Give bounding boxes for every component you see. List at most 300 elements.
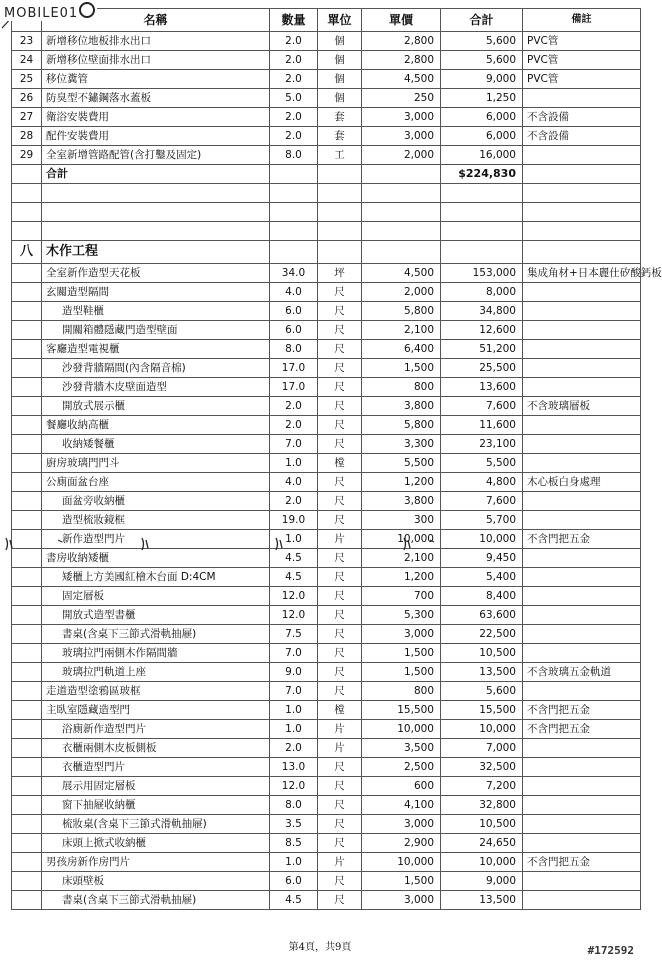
item-no [12,720,42,739]
header-price: 單價 [362,9,441,32]
item-total: 7,200 [441,777,523,796]
blank-cell [362,203,441,222]
item-note [523,758,641,777]
item-qty: 1.0 [270,701,318,720]
item-total: 8,400 [441,587,523,606]
item-qty: 2.0 [270,397,318,416]
item-name: 全室新增管路配管(含打鑿及固定) [42,146,270,165]
item-note: 不含門把五金 [523,720,641,739]
item-price: 4,500 [362,70,441,89]
item-qty: 2.0 [270,70,318,89]
table-row [12,606,641,625]
item-name: 窗下抽屜收納櫃 [42,796,270,815]
item-total: 5,500 [441,454,523,473]
item-note [523,568,641,587]
item-price: 2,900 [362,834,441,853]
item-name: 全室新作造型天花板 [42,264,270,283]
item-price: 2,100 [362,321,441,340]
item-note [523,549,641,568]
item-name: 餐廳收納高櫃 [42,416,270,435]
table-row [12,587,641,606]
item-unit: 尺 [318,549,362,568]
table-row [12,815,641,834]
item-price: 4,100 [362,796,441,815]
table-row [12,511,641,530]
item-note: 不含玻璃層板 [523,397,641,416]
item-note [523,815,641,834]
item-unit: 尺 [318,758,362,777]
item-total: 10,000 [441,853,523,872]
item-unit: 套 [318,108,362,127]
item-unit: 尺 [318,796,362,815]
item-total: 16,000 [441,146,523,165]
item-price: 800 [362,378,441,397]
item-no [12,416,42,435]
item-no [12,264,42,283]
item-price: 2,500 [362,758,441,777]
item-name: 衣櫃兩側木皮板側板 [42,739,270,758]
blank-cell [318,222,362,241]
item-qty: 1.0 [270,454,318,473]
blank-cell [441,222,523,241]
item-no: 24 [12,51,42,70]
item-note [523,283,641,302]
subtotal-price [362,165,441,184]
item-no [12,625,42,644]
table-row [12,492,641,511]
item-price: 1,500 [362,644,441,663]
item-qty: 2.0 [270,127,318,146]
item-name: 展示用固定層板 [42,777,270,796]
item-no: 29 [12,146,42,165]
item-note [523,834,641,853]
item-price: 3,300 [362,435,441,454]
item-total: 4,800 [441,473,523,492]
item-no [12,796,42,815]
item-price: 800 [362,682,441,701]
blank-cell [12,184,42,203]
table-row [12,127,641,146]
item-name: 玄關造型隔間 [42,283,270,302]
table-row [12,891,641,910]
item-no [12,682,42,701]
item-unit: 尺 [318,777,362,796]
item-price: 10,000 [362,530,441,549]
header-qty: 數量 [270,9,318,32]
item-total: 32,800 [441,796,523,815]
item-note: PVC管 [523,32,641,51]
mobile01-logo [2,1,97,21]
item-total: 5,600 [441,51,523,70]
item-qty: 7.0 [270,682,318,701]
quotation-body [12,9,662,910]
section-empty [441,241,523,264]
item-no: 26 [12,89,42,108]
item-unit: 片 [318,739,362,758]
item-price: 6,400 [362,340,441,359]
subtotal-row [12,165,641,184]
blank-cell [42,184,270,203]
blank-cell [523,184,641,203]
item-price: 3,000 [362,891,441,910]
item-note [523,625,641,644]
item-name: 床頭上掀式收納櫃 [42,834,270,853]
item-name: 衛浴安裝費用 [42,108,270,127]
item-qty: 2.0 [270,492,318,511]
item-name: 新作造型門片 [42,530,270,549]
quotation-table [11,8,662,910]
item-name: 走道造型塗鴉區玻框 [42,682,270,701]
item-name: 浴廁新作造型門片 [42,720,270,739]
logo-text: MOBILE01 [4,6,79,21]
blank-cell [523,203,641,222]
item-total: 34,800 [441,302,523,321]
item-no [12,872,42,891]
subtotal-no [12,165,42,184]
item-note [523,777,641,796]
item-total: 10,000 [441,720,523,739]
item-no [12,853,42,872]
table-row [12,416,641,435]
item-no [12,644,42,663]
page-footer: 第4頁，共9頁 [288,942,352,953]
subtotal-qty [270,165,318,184]
section-empty [523,241,641,264]
item-no [12,815,42,834]
item-price: 3,800 [362,397,441,416]
item-unit: 工 [318,146,362,165]
item-qty: 8.0 [270,340,318,359]
item-note [523,739,641,758]
item-price: 5,800 [362,416,441,435]
item-qty: 12.0 [270,606,318,625]
item-name: 玻璃拉門兩側木作隔間牆 [42,644,270,663]
item-unit: 尺 [318,435,362,454]
item-qty: 8.5 [270,834,318,853]
item-note: PVC管 [523,70,641,89]
item-name: 廚房玻璃門門斗 [42,454,270,473]
item-unit: 尺 [318,872,362,891]
item-name: 開放式造型書櫃 [42,606,270,625]
item-no: 23 [12,32,42,51]
item-price: 1,500 [362,872,441,891]
item-no [12,739,42,758]
item-name: 沙發背牆木皮壁面造型 [42,378,270,397]
item-note [523,796,641,815]
item-total: 63,600 [441,606,523,625]
table-row [12,720,641,739]
item-qty: 4.5 [270,891,318,910]
item-name: 玻璃拉門軌道上座 [42,663,270,682]
item-unit: 樘 [318,454,362,473]
table-row [12,796,641,815]
item-no [12,530,42,549]
item-price: 3,500 [362,739,441,758]
item-price: 5,300 [362,606,441,625]
item-unit: 尺 [318,511,362,530]
item-total: 9,000 [441,70,523,89]
item-qty: 19.0 [270,511,318,530]
item-qty: 7.0 [270,435,318,454]
item-unit: 尺 [318,663,362,682]
item-total: 10,000 [441,530,523,549]
item-total: 12,600 [441,321,523,340]
table-row [12,530,641,549]
item-unit: 尺 [318,340,362,359]
item-qty: 8.0 [270,146,318,165]
section-no: 八 [12,241,42,264]
item-unit: 套 [318,127,362,146]
header-unit: 單位 [318,9,362,32]
item-unit: 尺 [318,682,362,701]
item-price: 3,000 [362,625,441,644]
blank-cell [441,203,523,222]
item-unit: 尺 [318,568,362,587]
item-no [12,511,42,530]
item-price: 300 [362,511,441,530]
item-no [12,663,42,682]
item-no [12,568,42,587]
item-note [523,378,641,397]
item-no: 27 [12,108,42,127]
item-price: 4,500 [362,264,441,283]
item-total: 5,600 [441,32,523,51]
blank-cell [270,203,318,222]
item-price: 15,500 [362,701,441,720]
item-total: 32,500 [441,758,523,777]
item-qty: 4.0 [270,473,318,492]
item-total: 5,600 [441,682,523,701]
item-qty: 17.0 [270,378,318,397]
item-price: 3,800 [362,492,441,511]
item-qty: 7.0 [270,644,318,663]
table-row [12,70,641,89]
item-unit: 個 [318,32,362,51]
item-note: PVC管 [523,51,641,70]
blank-cell [270,184,318,203]
watermark-id: #172592 [587,944,634,957]
item-total: 6,000 [441,108,523,127]
blank-cell [318,203,362,222]
item-qty: 34.0 [270,264,318,283]
item-price: 1,200 [362,568,441,587]
item-note [523,454,641,473]
blank-cell [12,222,42,241]
item-note [523,682,641,701]
item-qty: 17.0 [270,359,318,378]
item-note [523,146,641,165]
subtotal-note [523,165,641,184]
item-name: 固定層板 [42,587,270,606]
table-row [12,32,641,51]
item-price: 3,000 [362,815,441,834]
table-row [12,89,641,108]
item-qty: 2.0 [270,108,318,127]
item-unit: 坪 [318,264,362,283]
blank-cell [42,203,270,222]
item-price: 1,500 [362,663,441,682]
item-qty: 7.5 [270,625,318,644]
subtotal-unit [318,165,362,184]
item-qty: 1.0 [270,853,318,872]
item-name: 新增移位壁面排水出口 [42,51,270,70]
item-total: 153,000 [441,264,523,283]
blank-row [12,203,641,222]
item-name: 收納矮餐櫃 [42,435,270,454]
item-price: 3,000 [362,108,441,127]
item-unit: 尺 [318,644,362,663]
item-note: 木心板白身處理 [523,473,641,492]
item-qty: 4.5 [270,549,318,568]
item-total: 7,000 [441,739,523,758]
blank-cell [362,184,441,203]
item-note [523,492,641,511]
table-row [12,397,641,416]
item-unit: 尺 [318,416,362,435]
item-qty: 8.0 [270,796,318,815]
item-no [12,454,42,473]
table-row [12,758,641,777]
blank-cell [523,222,641,241]
item-unit: 尺 [318,492,362,511]
item-no [12,359,42,378]
item-total: 1,250 [441,89,523,108]
item-name: 衣櫃造型門片 [42,758,270,777]
item-no [12,834,42,853]
item-total: 11,600 [441,416,523,435]
item-no [12,435,42,454]
item-note [523,891,641,910]
item-price: 5,500 [362,454,441,473]
item-total: 13,500 [441,891,523,910]
item-total: 23,100 [441,435,523,454]
item-no [12,302,42,321]
item-qty: 2.0 [270,51,318,70]
item-total: 9,450 [441,549,523,568]
section-empty [318,241,362,264]
item-qty: 5.0 [270,89,318,108]
blank-cell [12,203,42,222]
item-price: 2,800 [362,51,441,70]
item-no [12,283,42,302]
item-unit: 尺 [318,359,362,378]
item-price: 1,200 [362,473,441,492]
table-row [12,549,641,568]
item-unit: 尺 [318,302,362,321]
item-name: 防臭型不鏽鋼落水蓋板 [42,89,270,108]
table-row [12,321,641,340]
item-name: 主臥室隱藏造型門 [42,701,270,720]
blank-cell [270,222,318,241]
item-no [12,891,42,910]
item-total: 7,600 [441,397,523,416]
table-row [12,340,641,359]
item-price: 10,000 [362,853,441,872]
table-row [12,51,641,70]
table-row [12,682,641,701]
item-unit: 片 [318,853,362,872]
item-unit: 個 [318,89,362,108]
blank-cell [441,184,523,203]
item-name: 床頭壁板 [42,872,270,891]
item-no [12,587,42,606]
item-name: 書桌(含桌下三節式滑軌抽屜) [42,625,270,644]
item-name: 矮櫃上方美國紅檜木台面 D:4CM [42,568,270,587]
logo-face-icon [79,2,95,18]
item-price: 3,000 [362,127,441,146]
item-no [12,758,42,777]
item-name: 移位糞管 [42,70,270,89]
table-row [12,853,641,872]
item-unit: 尺 [318,473,362,492]
item-note [523,89,641,108]
item-note: 不含玻璃五金軌道 [523,663,641,682]
item-price: 2,100 [362,549,441,568]
item-qty: 2.0 [270,739,318,758]
item-note [523,340,641,359]
item-note [523,872,641,891]
table-row [12,701,641,720]
header-note: 備註 [523,9,641,32]
table-row [12,625,641,644]
table-row [12,568,641,587]
item-total: 24,650 [441,834,523,853]
item-qty: 12.0 [270,777,318,796]
item-note [523,321,641,340]
blank-cell [362,222,441,241]
blank-cell [42,222,270,241]
item-no [12,340,42,359]
item-unit: 尺 [318,587,362,606]
item-price: 250 [362,89,441,108]
item-no [12,397,42,416]
table-row [12,644,641,663]
item-qty: 6.0 [270,321,318,340]
table-row [12,283,641,302]
item-note [523,416,641,435]
item-total: 10,500 [441,815,523,834]
item-note [523,435,641,454]
item-price: 2,000 [362,283,441,302]
item-unit: 尺 [318,891,362,910]
item-total: 8,000 [441,283,523,302]
section-name: 木作工程 [42,241,270,264]
item-note: 集成角材+日本麗仕矽酸鈣板 [523,264,641,283]
subtotal-label: 合計 [42,165,270,184]
item-unit: 樘 [318,701,362,720]
item-qty: 12.0 [270,587,318,606]
section-empty [270,241,318,264]
item-name: 沙發背牆隔間(內含隔音棉) [42,359,270,378]
item-total: 9,000 [441,872,523,891]
item-no [12,606,42,625]
item-name: 造型梳妝鏡框 [42,511,270,530]
table-row [12,663,641,682]
item-note [523,359,641,378]
item-total: 5,700 [441,511,523,530]
table-row [12,834,641,853]
item-name: 客廳造型電視櫃 [42,340,270,359]
item-qty: 4.0 [270,283,318,302]
item-price: 1,500 [362,359,441,378]
item-name: 公廁面盆台座 [42,473,270,492]
item-total: 15,500 [441,701,523,720]
item-qty: 3.5 [270,815,318,834]
blank-cell [318,184,362,203]
header-name: 名稱 [42,9,270,32]
item-price: 2,000 [362,146,441,165]
item-name: 開放式展示櫃 [42,397,270,416]
